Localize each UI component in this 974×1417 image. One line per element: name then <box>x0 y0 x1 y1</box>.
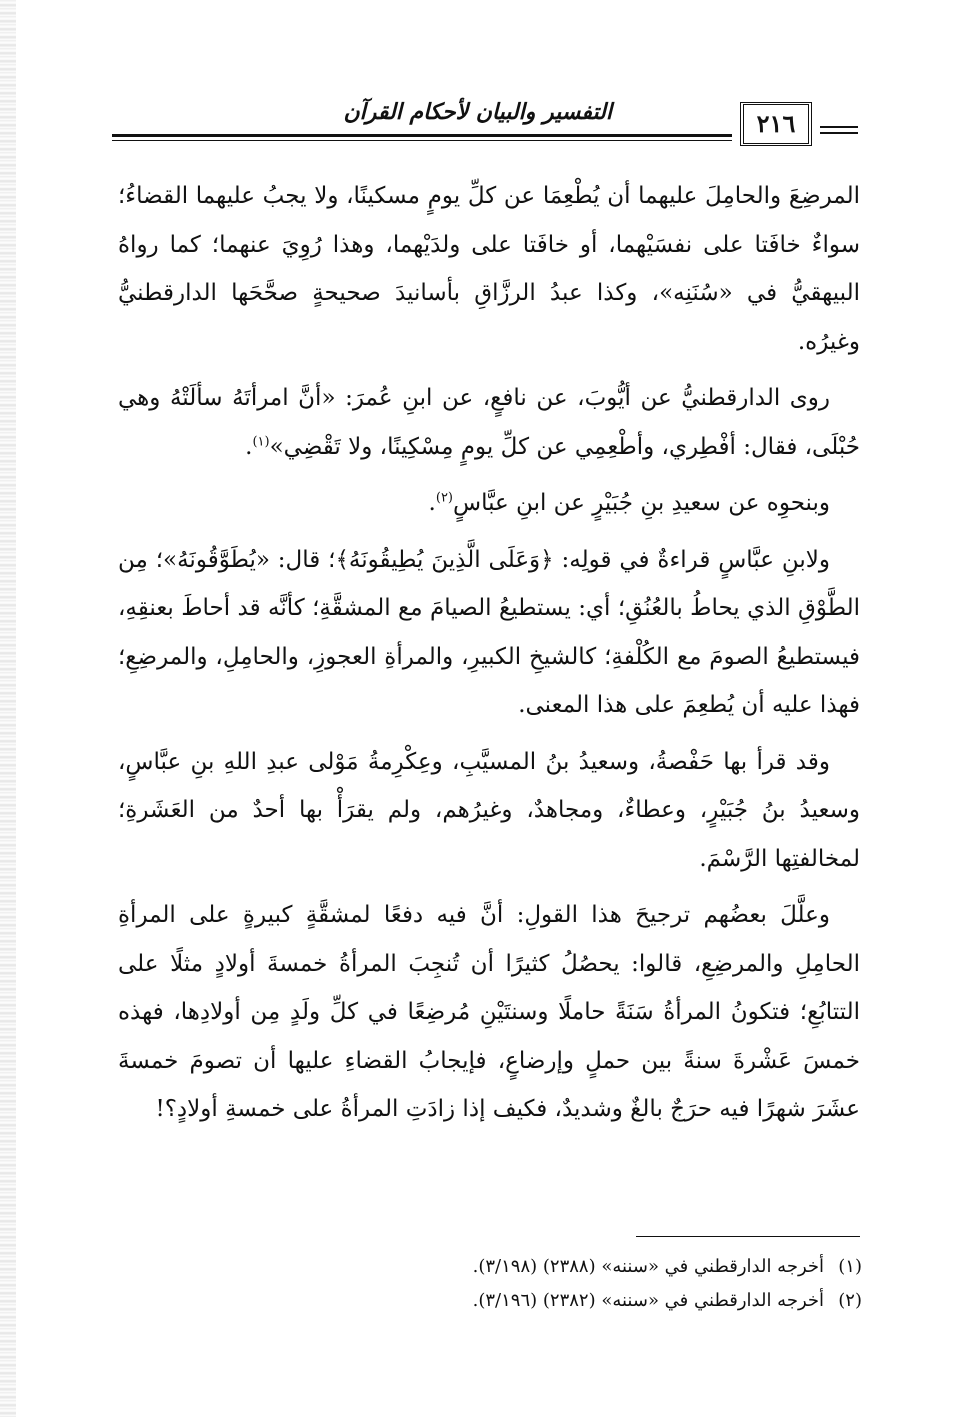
footnote-text: أخرجه الدارقطني في «سننه» (٢٣٨٢) (٣/١٩٦). <box>472 1290 824 1311</box>
footnote-ref-2: (٢) <box>435 490 453 506</box>
paragraph-5 <box>118 738 860 884</box>
footnote-ref-1: (١) <box>252 433 270 449</box>
footnote-number: (٢) <box>838 1290 862 1311</box>
paragraph-3 <box>118 479 860 528</box>
header-rule-right-lower <box>820 132 858 134</box>
paragraph-end: . <box>428 490 436 516</box>
paragraph-end: . <box>245 433 253 460</box>
page-edge-shadow <box>0 0 16 1417</box>
paragraph-4 <box>118 536 860 730</box>
footnote-separator <box>636 1236 860 1237</box>
header-rule-right <box>820 126 858 128</box>
paragraph-text: روى الدارقطنيُّ عن أيُّوبَ، عن نافعٍ، عن ابنِ عُمرَ: «أنَّ امرأتَهُ سألَتْهُ وهي حُبْلَى، فقال: أفْطِري، وأطْعِمِي عن كلِّ يومٍ مِسْكِينًا، ولا تَقْضِي» <box>118 385 860 460</box>
paragraph-text: وعلَّلَ بعضُهم ترجيحَ هذا القولِ: أنَّ فيه دفعًا لمشقَّةٍ كبيرةٍ على المرأةِ الحامِلِ والمرضِعِ، قالوا: يحصُلُ كثيرًا أن تُنجِبَ المرأةُ خمسةَ أولادٍ مثلًا على التتابُعِ؛ فتكونُ المرأةُ سَنَةً حاملًا وسنتَيْنِ مُرضِعًا في كلِّ ولَدٍ مِن أولادِها، فهذه خمسَ عَشْرةَ سنةً بين حملٍ وإرضاعٍ، فإيجابُ القضاءِ عليها أن تصومَ خمسةَ عشَرَ شهرًا فيه حرَجٌ بالغٌ وشديدٌ، فكيف إذا زادَتِ المرأةُ على خمسةِ أولادٍ؟! <box>118 902 860 1122</box>
footnote-text: أخرجه الدارقطني في «سننه» (٢٣٨٨) (٣/١٩٨). <box>472 1256 824 1277</box>
main-text <box>118 172 860 1142</box>
footnote-1 <box>300 1250 862 1284</box>
book-title: التفسير والبيان لأحكام القرآن <box>343 99 612 125</box>
paragraph-1 <box>118 172 860 366</box>
footnote-2 <box>300 1284 862 1318</box>
paragraph-2 <box>118 374 860 471</box>
paragraph-text: المرضِعَ والحامِلَ عليهما أن يُطْعِمَا عن كلِّ يومٍ مسكينًا، ولا يجبُ عليهما القضاءُ؛ سواءٌ خافَتا على نفسَيْهما، أو خافَتا على ولدَيْهما، وهذا رُوِيَ عنهما؛ كما رواهُ البيهقيُّ في «سُنَنِه»، وكذا عبدُ الرزَّاقِ بأسانيدَ صحيحةٍ صحَّحَها الدارقطنيُّ وغيرُه. <box>118 183 860 355</box>
page-number: ٢١٦ <box>740 102 812 146</box>
footnote-number: (١) <box>838 1256 862 1277</box>
paragraph-text: وبنحوِه عن سعيدِ بنِ جُبَيْرٍ عن ابنِ عبَّاسٍ <box>453 490 830 516</box>
paragraph-6 <box>118 891 860 1134</box>
header-rule-thin <box>112 140 732 141</box>
header-rule <box>112 134 732 137</box>
footnotes <box>300 1250 862 1318</box>
paragraph-text: ولابنِ عبَّاسٍ قراءةٌ في قولِه: ﴿وَعَلَى الَّذِينَ يُطِيقُونَهُ﴾؛ قال: «يُطَوَّقُونَهُ»؛ مِن الطَّوْقِ الذي يحاطُ بالعُنُقِ؛ أي: يستطيعُ الصيامَ مع المشقَّةِ؛ كأنَّه قد أحاطَ بعنقِهِ، فيستطيعُ الصومَ مع الكُلْفةِ؛ كالشيخِ الكبيرِ، والمرأةِ العجوزِ، والحامِلِ، والمرضِعِ؛ فهذا عليه أن يُطعِمَ على هذا المعنى. <box>118 546 860 718</box>
running-header <box>112 92 858 150</box>
paragraph-text: وقد قرأ بها حَفْصةُ، وسعيدُ بنُ المسيَّبِ، وعِكْرِمةُ مَوْلى عبدِ اللهِ بنِ عبَّاسٍ، وسعيدُ بنُ جُبَيْرٍ، وعطاءٌ، ومجاهدٌ، وغيرُهم، ولم يقرَأْ بها أحدٌ من العَشَرةِ؛ لمخالفتِها الرَّسْمَ. <box>118 748 860 872</box>
